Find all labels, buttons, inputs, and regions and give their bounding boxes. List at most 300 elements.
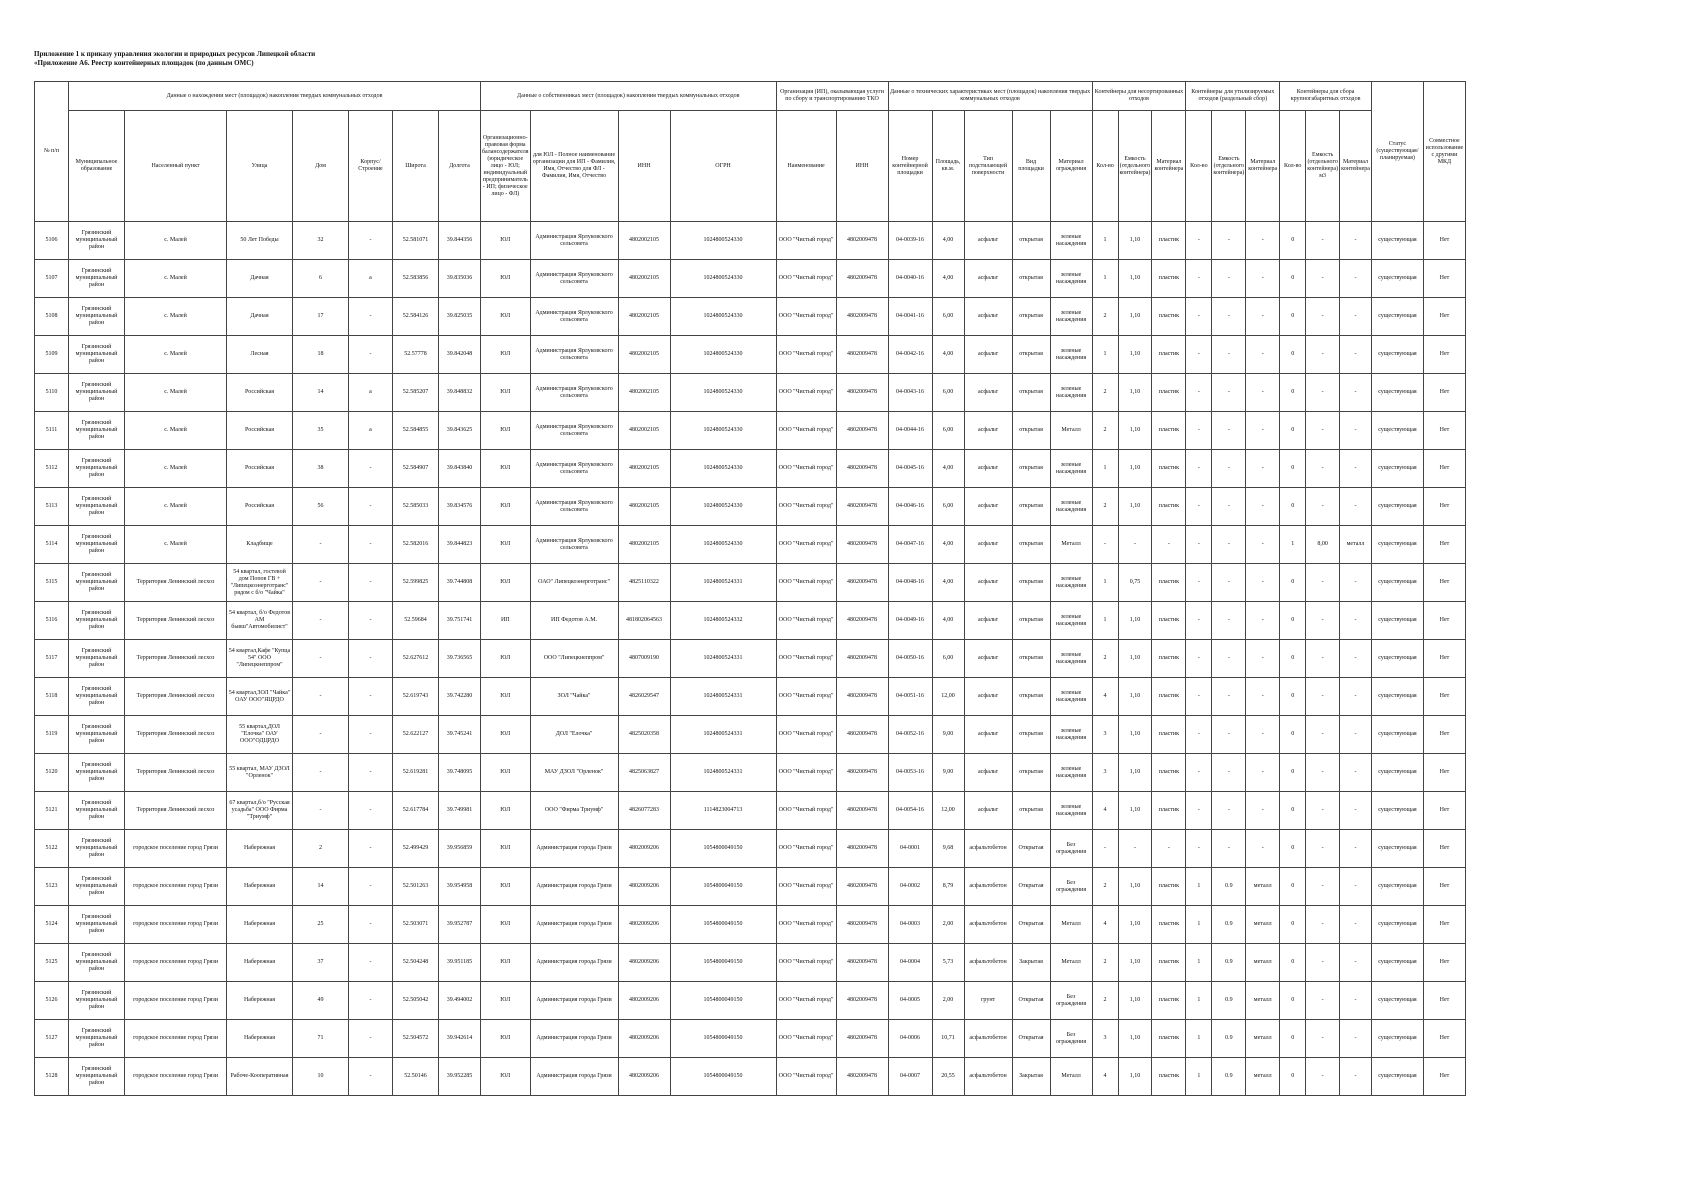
table-cell: Открытая: [1012, 830, 1050, 868]
table-cell: 2: [1092, 374, 1118, 412]
col-site-type: Вид площадки: [1012, 111, 1050, 222]
table-cell: пластик: [1152, 488, 1186, 526]
table-cell: 67 квартал,б/о "Русская усадьба" ООО Фирма "Триумф": [227, 792, 293, 830]
table-cell: Территория Ленинский лесхоз: [125, 716, 227, 754]
table-cell: ООО "Чистый город": [776, 222, 836, 260]
table-cell: -: [1092, 830, 1118, 868]
table-cell: 0,75: [1118, 564, 1152, 602]
table-cell: ООО "Чистый город": [776, 1058, 836, 1096]
table-cell: ООО "Чистый город": [776, 754, 836, 792]
table-cell: Грязинский муниципальный район: [69, 260, 125, 298]
table-cell: ЮЛ: [481, 982, 531, 1020]
table-cell: -: [1152, 526, 1186, 564]
table-cell: Грязинский муниципальный район: [69, 222, 125, 260]
table-cell: 4802009478: [836, 412, 888, 450]
table-cell: 52.622127: [393, 716, 439, 754]
table-cell: 1: [1186, 1058, 1212, 1096]
table-cell: зеленые насаждения: [1050, 564, 1092, 602]
table-cell: 1,10: [1118, 982, 1152, 1020]
table-cell: 0: [1280, 336, 1306, 374]
table-cell: -: [1212, 298, 1246, 336]
table-cell: -: [1246, 640, 1280, 678]
table-cell: 1114823004713: [670, 792, 776, 830]
table-cell: 04-0053-16: [888, 754, 932, 792]
table-cell: 04-0005: [888, 982, 932, 1020]
table-cell: 5118: [35, 678, 69, 716]
title-line-2: «Приложение А6. Реестр контейнерных площадок (по данным ОМС): [34, 59, 254, 67]
table-cell: Администрация Ярлуковского сельсовета: [530, 412, 618, 450]
table-cell: 1024800524331: [670, 640, 776, 678]
table-cell: -: [1186, 412, 1212, 450]
table-cell: ООО "Чистый город": [776, 1020, 836, 1058]
table-cell: 4802009478: [836, 716, 888, 754]
table-cell: 4: [1092, 792, 1118, 830]
table-cell: МАУ ДЗОЛ "Орленок": [530, 754, 618, 792]
table-cell: -: [1246, 260, 1280, 298]
table-cell: зеленые насаждения: [1050, 336, 1092, 374]
table-cell: Закрытая: [1012, 1058, 1050, 1096]
table-cell: с. Малей: [125, 336, 227, 374]
table-cell: пластик: [1152, 450, 1186, 488]
table-cell: Грязинский муниципальный район: [69, 868, 125, 906]
table-cell: 1: [1092, 602, 1118, 640]
table-cell: Российская: [227, 488, 293, 526]
table-cell: 1024800524330: [670, 526, 776, 564]
table-cell: -: [1212, 488, 1246, 526]
table-cell: 1,10: [1118, 412, 1152, 450]
col-separate-volume: Емкость (отдельного контейнера): [1212, 111, 1246, 222]
table-cell: -: [1340, 602, 1372, 640]
col-lon: Долгота: [439, 111, 481, 222]
table-cell: открытая: [1012, 564, 1050, 602]
table-cell: городское поселение город Грязи: [125, 1020, 227, 1058]
table-cell: -: [349, 906, 393, 944]
col-house: Дом: [293, 111, 349, 222]
table-cell: -: [1340, 830, 1372, 868]
table-cell: 4802009206: [618, 906, 670, 944]
table-cell: 4802009478: [836, 602, 888, 640]
table-cell: 39.494002: [439, 982, 481, 1020]
table-cell: Грязинский муниципальный район: [69, 640, 125, 678]
table-cell: -: [1246, 374, 1280, 412]
table-cell: -: [1340, 754, 1372, 792]
table-cell: Администрация города Грязи: [530, 868, 618, 906]
table-cell: существующая: [1371, 298, 1423, 336]
table-cell: -: [1246, 526, 1280, 564]
col-operator-inn: ИНН: [836, 111, 888, 222]
table-cell: городское поселение город Грязи: [125, 830, 227, 868]
table-cell: -: [1306, 640, 1340, 678]
table-cell: пластик: [1152, 222, 1186, 260]
table-cell: 50 Лет Победы: [227, 222, 293, 260]
table-cell: ЮЛ: [481, 1020, 531, 1058]
table-cell: Территория Ленинский лесхоз: [125, 602, 227, 640]
table-cell: ЮЛ: [481, 944, 531, 982]
table-cell: существующая: [1371, 260, 1423, 298]
table-cell: Нет: [1423, 564, 1465, 602]
table-cell: -: [1186, 488, 1212, 526]
table-cell: городское поселение город Грязи: [125, 1058, 227, 1096]
table-cell: 52.583856: [393, 260, 439, 298]
table-cell: Нет: [1423, 678, 1465, 716]
table-cell: открытая: [1012, 602, 1050, 640]
table-cell: Без ограждения: [1050, 982, 1092, 1020]
table-cell: 52.501263: [393, 868, 439, 906]
table-cell: Металл: [1050, 906, 1092, 944]
group-operator: Организация (ИП), оказывающая услуги по сбору и транспортированию ТКО: [776, 82, 888, 111]
table-cell: 1024800524330: [670, 222, 776, 260]
table-cell: существующая: [1371, 602, 1423, 640]
table-cell: 2,00: [932, 906, 964, 944]
table-cell: 0.9: [1212, 906, 1246, 944]
table-cell: -: [1306, 830, 1340, 868]
table-cell: 55 квартал,ДОЛ "Елочка" ОАУ ООО"ОДЦРДО: [227, 716, 293, 754]
table-cell: 39.825035: [439, 298, 481, 336]
table-cell: 5126: [35, 982, 69, 1020]
table-cell: 1,10: [1118, 374, 1152, 412]
table-cell: 1,10: [1118, 488, 1152, 526]
table-cell: Нет: [1423, 526, 1465, 564]
table-cell: ЮЛ: [481, 450, 531, 488]
table-cell: -: [1340, 450, 1372, 488]
table-cell: 1: [1186, 906, 1212, 944]
table-cell: -: [1306, 906, 1340, 944]
table-row: [35, 602, 1466, 640]
table-row: [35, 944, 1466, 982]
table-cell: 1054800049150: [670, 982, 776, 1020]
table-cell: существующая: [1371, 982, 1423, 1020]
table-cell: 1024800524330: [670, 298, 776, 336]
table-cell: Нет: [1423, 222, 1465, 260]
table-row: [35, 412, 1466, 450]
table-cell: -: [1246, 792, 1280, 830]
table-cell: 2: [1092, 868, 1118, 906]
table-cell: городское поселение город Грязи: [125, 906, 227, 944]
table-cell: 5112: [35, 450, 69, 488]
table-cell: 04-0042-16: [888, 336, 932, 374]
table-cell: зеленые насаждения: [1050, 678, 1092, 716]
table-cell: 52.499429: [393, 830, 439, 868]
table-cell: -: [1186, 792, 1212, 830]
table-cell: 52.584126: [393, 298, 439, 336]
table-cell: открытая: [1012, 374, 1050, 412]
table-cell: Нет: [1423, 298, 1465, 336]
table-cell: -: [1118, 830, 1152, 868]
table-cell: -: [1212, 830, 1246, 868]
table-cell: 0: [1280, 678, 1306, 716]
table-cell: металл: [1340, 526, 1372, 564]
table-cell: 1: [1186, 1020, 1212, 1058]
table-cell: существующая: [1371, 526, 1423, 564]
table-cell: Грязинский муниципальный район: [69, 792, 125, 830]
table-cell: ООО "Чистый город": [776, 982, 836, 1020]
col-ogrn: ОГРН: [670, 111, 776, 222]
table-cell: 1024800524330: [670, 260, 776, 298]
table-cell: 5,73: [932, 944, 964, 982]
table-cell: 49: [293, 982, 349, 1020]
table-cell: Грязинский муниципальный район: [69, 830, 125, 868]
table-cell: -: [1152, 830, 1186, 868]
table-cell: существующая: [1371, 1020, 1423, 1058]
table-cell: 4802009478: [836, 640, 888, 678]
table-cell: 4802009478: [836, 374, 888, 412]
table-cell: -: [1340, 716, 1372, 754]
table-cell: 2: [1092, 488, 1118, 526]
table-cell: -: [1340, 982, 1372, 1020]
table-cell: 0: [1280, 602, 1306, 640]
table-cell: -: [1306, 944, 1340, 982]
table-cell: -: [1212, 336, 1246, 374]
table-cell: ООО "Чистый город": [776, 830, 836, 868]
table-cell: асфальт: [964, 336, 1012, 374]
table-cell: асфальтобетон: [964, 944, 1012, 982]
table-cell: пластик: [1152, 602, 1186, 640]
table-cell: 1024800524330: [670, 450, 776, 488]
table-cell: -: [1306, 488, 1340, 526]
table-cell: 1,10: [1118, 678, 1152, 716]
table-cell: 6,00: [932, 374, 964, 412]
table-cell: 0: [1280, 412, 1306, 450]
table-cell: 4802009478: [836, 336, 888, 374]
col-settlement: Населенный пункт: [125, 111, 227, 222]
table-cell: 52.57778: [393, 336, 439, 374]
table-cell: 4802009478: [836, 868, 888, 906]
table-row: [35, 830, 1466, 868]
table-cell: ЮЛ: [481, 792, 531, 830]
table-cell: ООО "Фирма Триумф": [530, 792, 618, 830]
table-row: [35, 640, 1466, 678]
table-cell: 5124: [35, 906, 69, 944]
table-cell: Набережная: [227, 1020, 293, 1058]
table-cell: ООО "Чистый город": [776, 450, 836, 488]
col-municipality: Муниципальное образование: [69, 111, 125, 222]
table-cell: ЮЛ: [481, 374, 531, 412]
table-cell: а: [349, 412, 393, 450]
table-cell: -: [349, 830, 393, 868]
table-cell: 8,00: [1306, 526, 1340, 564]
table-row: [35, 1058, 1466, 1096]
table-cell: 6: [293, 260, 349, 298]
table-cell: -: [349, 716, 393, 754]
table-cell: ООО "Чистый город": [776, 868, 836, 906]
table-cell: Грязинский муниципальный район: [69, 488, 125, 526]
table-cell: 52.582016: [393, 526, 439, 564]
table-cell: 1,10: [1118, 1020, 1152, 1058]
table-cell: 5125: [35, 944, 69, 982]
table-cell: Нет: [1423, 944, 1465, 982]
table-cell: 10,71: [932, 1020, 964, 1058]
table-cell: -: [349, 222, 393, 260]
table-cell: -: [1212, 792, 1246, 830]
table-cell: зеленые насаждения: [1050, 450, 1092, 488]
table-cell: существующая: [1371, 450, 1423, 488]
table-cell: с. Малей: [125, 526, 227, 564]
table-cell: ИП: [481, 602, 531, 640]
table-cell: ООО "Чистый город": [776, 944, 836, 982]
table-cell: 5110: [35, 374, 69, 412]
table-cell: 2: [1092, 640, 1118, 678]
table-cell: 1,10: [1118, 754, 1152, 792]
table-cell: 52.585033: [393, 488, 439, 526]
table-cell: 0.9: [1212, 1020, 1246, 1058]
table-cell: 39.952787: [439, 906, 481, 944]
table-cell: -: [1186, 830, 1212, 868]
table-cell: Грязинский муниципальный район: [69, 602, 125, 640]
table-cell: асфальт: [964, 602, 1012, 640]
table-cell: Металл: [1050, 944, 1092, 982]
table-cell: 71: [293, 1020, 349, 1058]
table-cell: -: [293, 792, 349, 830]
table-cell: 39.956859: [439, 830, 481, 868]
table-cell: -: [1306, 260, 1340, 298]
table-cell: металл: [1246, 1058, 1280, 1096]
table-cell: 1054800049150: [670, 906, 776, 944]
table-cell: Территория Ленинский лесхоз: [125, 564, 227, 602]
table-cell: 04-0045-16: [888, 450, 932, 488]
table-cell: 4802002105: [618, 374, 670, 412]
table-cell: пластик: [1152, 982, 1186, 1020]
table-cell: -: [293, 678, 349, 716]
table-row: [35, 374, 1466, 412]
table-cell: 1,10: [1118, 298, 1152, 336]
table-cell: 52.619281: [393, 754, 439, 792]
table-cell: ООО "Чистый город": [776, 412, 836, 450]
table-cell: ООО "Чистый город": [776, 260, 836, 298]
table-cell: зеленые насаждения: [1050, 602, 1092, 640]
table-cell: грунт: [964, 982, 1012, 1020]
table-cell: 04-0044-16: [888, 412, 932, 450]
col-owner-name: для ЮЛ - Полное наименование организации для ИП - Фамилия, Имя, Отчество для ФЛ - Фамилия, Имя, Отчество: [530, 111, 618, 222]
table-cell: -: [1186, 374, 1212, 412]
table-cell: -: [349, 640, 393, 678]
table-cell: -: [1306, 1020, 1340, 1058]
table-cell: -: [1306, 374, 1340, 412]
table-cell: 2: [293, 830, 349, 868]
table-cell: 39.842048: [439, 336, 481, 374]
table-cell: 1: [1092, 222, 1118, 260]
table-cell: с. Малей: [125, 260, 227, 298]
col-fence: Материал ограждения: [1050, 111, 1092, 222]
table-cell: Металл: [1050, 1058, 1092, 1096]
table-cell: 4802009478: [836, 222, 888, 260]
table-cell: 04-0048-16: [888, 564, 932, 602]
col-inn: ИНН: [618, 111, 670, 222]
table-cell: 4,00: [932, 336, 964, 374]
table-cell: 04-0043-16: [888, 374, 932, 412]
col-num: № п/п: [35, 82, 69, 222]
table-cell: с. Малей: [125, 488, 227, 526]
table-cell: 4,00: [932, 260, 964, 298]
table-cell: 04-0004: [888, 944, 932, 982]
table-cell: 39.748095: [439, 754, 481, 792]
table-cell: -: [1340, 1058, 1372, 1096]
table-cell: 52.584855: [393, 412, 439, 450]
table-cell: асфальт: [964, 526, 1012, 564]
table-cell: 481802064563: [618, 602, 670, 640]
table-cell: существующая: [1371, 678, 1423, 716]
table-cell: 0: [1280, 222, 1306, 260]
table-cell: а: [349, 260, 393, 298]
table-cell: 39.744808: [439, 564, 481, 602]
table-cell: ООО "Чистый город": [776, 374, 836, 412]
table-cell: 5122: [35, 830, 69, 868]
table-cell: 4: [1092, 1058, 1118, 1096]
table-cell: Грязинский муниципальный район: [69, 298, 125, 336]
table-cell: 1024800524330: [670, 412, 776, 450]
table-cell: 5119: [35, 716, 69, 754]
table-cell: -: [1340, 298, 1372, 336]
table-cell: пластик: [1152, 374, 1186, 412]
table-cell: ООО "Чистый город": [776, 678, 836, 716]
table-row: [35, 716, 1466, 754]
table-cell: 6,00: [932, 412, 964, 450]
table-cell: -: [349, 526, 393, 564]
table-cell: 0.9: [1212, 982, 1246, 1020]
table-cell: 4802009206: [618, 982, 670, 1020]
table-cell: ИП Федотов А.М.: [530, 602, 618, 640]
table-cell: Администрация города Грязи: [530, 830, 618, 868]
table-cell: 4802002105: [618, 526, 670, 564]
table-cell: ООО "Липецкнеппром": [530, 640, 618, 678]
table-cell: 0.9: [1212, 1058, 1246, 1096]
table-cell: 0: [1280, 374, 1306, 412]
col-status: Статус (существующая/ планируемая): [1371, 82, 1423, 222]
table-cell: -: [1186, 678, 1212, 716]
table-cell: пластик: [1152, 260, 1186, 298]
table-cell: Нет: [1423, 640, 1465, 678]
table-cell: существующая: [1371, 222, 1423, 260]
table-cell: 4825110322: [618, 564, 670, 602]
table-cell: -: [1246, 716, 1280, 754]
table-cell: Грязинский муниципальный район: [69, 678, 125, 716]
table-cell: -: [1340, 374, 1372, 412]
table-cell: 37: [293, 944, 349, 982]
table-cell: с. Малей: [125, 222, 227, 260]
table-cell: Нет: [1423, 716, 1465, 754]
col-unsorted-count: Кол-во: [1092, 111, 1118, 222]
table-cell: существующая: [1371, 564, 1423, 602]
table-row: [35, 336, 1466, 374]
table-cell: 39.952285: [439, 1058, 481, 1096]
table-cell: ЮЛ: [481, 754, 531, 792]
table-cell: 1,10: [1118, 450, 1152, 488]
table-cell: 4802009206: [618, 1058, 670, 1096]
table-cell: 18: [293, 336, 349, 374]
table-cell: -: [1186, 640, 1212, 678]
table-cell: асфальт: [964, 374, 1012, 412]
table-cell: 56: [293, 488, 349, 526]
table-cell: Администрация города Грязи: [530, 906, 618, 944]
table-cell: ООО "Чистый город": [776, 716, 836, 754]
table-cell: 8,79: [932, 868, 964, 906]
table-cell: Кладбище: [227, 526, 293, 564]
table-cell: 0: [1280, 260, 1306, 298]
table-cell: 5106: [35, 222, 69, 260]
table-cell: 39.951185: [439, 944, 481, 982]
table-cell: -: [349, 450, 393, 488]
table-cell: зеленые насаждения: [1050, 260, 1092, 298]
table-cell: 0.9: [1212, 868, 1246, 906]
table-cell: 0: [1280, 830, 1306, 868]
col-site-number: Номер контейнерной площадки: [888, 111, 932, 222]
table-cell: 52.505042: [393, 982, 439, 1020]
table-cell: Нет: [1423, 868, 1465, 906]
table-cell: открытая: [1012, 792, 1050, 830]
table-cell: 5123: [35, 868, 69, 906]
table-cell: -: [1340, 1020, 1372, 1058]
table-cell: 12,00: [932, 678, 964, 716]
table-cell: Закрытая: [1012, 944, 1050, 982]
